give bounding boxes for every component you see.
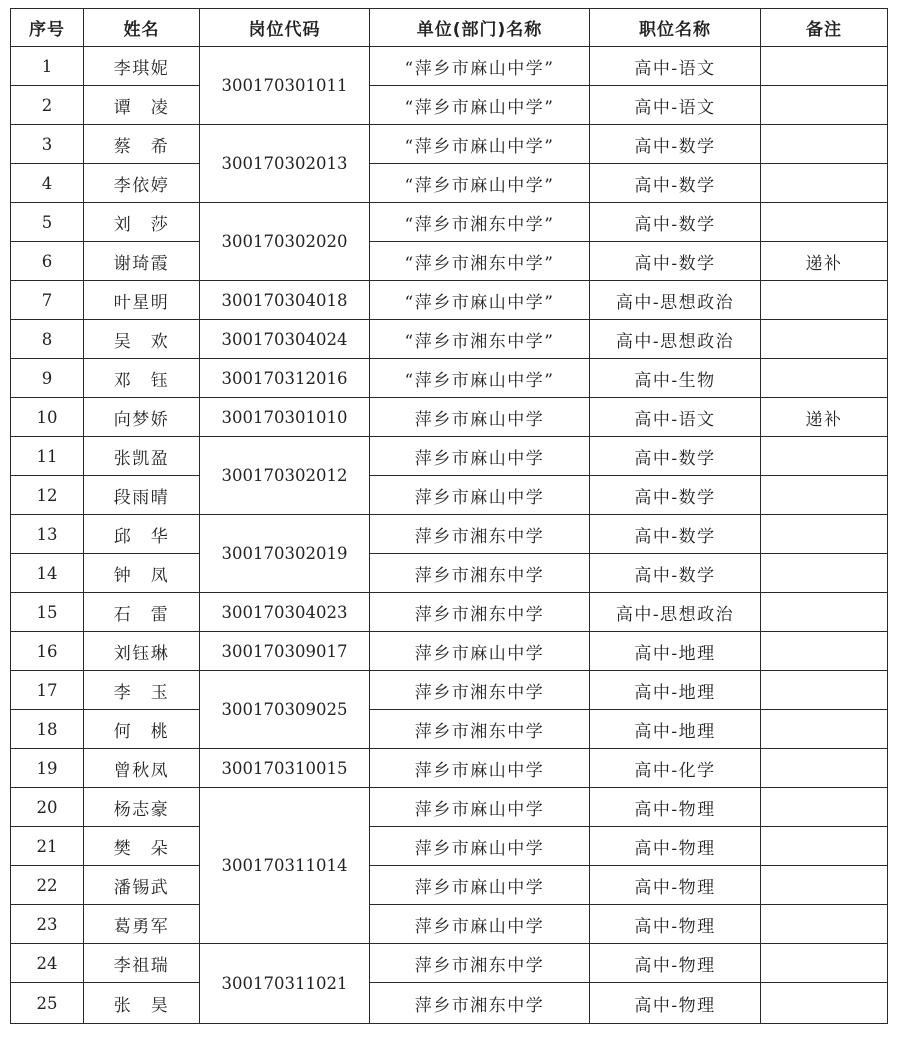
cell-index: 7 [11, 281, 84, 320]
cell-note [761, 866, 888, 905]
header-unit: 单位(部门)名称 [370, 9, 590, 47]
cell-position: 高中-数学 [590, 125, 761, 164]
table-row [11, 788, 888, 827]
cell-unit: “萍乡市麻山中学” [370, 359, 590, 398]
cell-post-code: 300170301010 [200, 398, 370, 437]
cell-name: 樊 朵 [84, 827, 200, 866]
cell-post-code: 300170302013 [200, 125, 370, 203]
cell-name: 刘钰琳 [84, 632, 200, 671]
table-row [11, 866, 888, 905]
cell-unit: 萍乡市麻山中学 [370, 437, 590, 476]
cell-post-code: 300170311021 [200, 944, 370, 1024]
cell-index: 10 [11, 398, 84, 437]
cell-name: 叶星明 [84, 281, 200, 320]
cell-unit: “萍乡市湘东中学” [370, 320, 590, 359]
cell-unit: 萍乡市麻山中学 [370, 398, 590, 437]
cell-unit: 萍乡市麻山中学 [370, 788, 590, 827]
cell-position: 高中-生物 [590, 359, 761, 398]
cell-note [761, 905, 888, 944]
cell-position: 高中-物理 [590, 827, 761, 866]
header-index: 序号 [11, 9, 84, 47]
cell-post-code: 300170311014 [200, 788, 370, 944]
cell-name: 李依婷 [84, 164, 200, 203]
cell-note [761, 203, 888, 242]
cell-index: 17 [11, 671, 84, 710]
table-row [11, 86, 888, 125]
cell-name: 曾秋凤 [84, 749, 200, 788]
cell-name: 谭 凌 [84, 86, 200, 125]
cell-name: 何 桃 [84, 710, 200, 749]
table-row [11, 710, 888, 749]
cell-note [761, 515, 888, 554]
cell-post-code: 300170304024 [200, 320, 370, 359]
cell-unit: 萍乡市湘东中学 [370, 710, 590, 749]
cell-name: 李 玉 [84, 671, 200, 710]
cell-name: 谢琦霞 [84, 242, 200, 281]
cell-unit: 萍乡市湘东中学 [370, 554, 590, 593]
cell-note [761, 788, 888, 827]
cell-note [761, 125, 888, 164]
header-post-code: 岗位代码 [200, 9, 370, 47]
cell-position: 高中-物理 [590, 788, 761, 827]
cell-position: 高中-物理 [590, 905, 761, 944]
cell-index: 25 [11, 983, 84, 1024]
table-row [11, 476, 888, 515]
cell-index: 16 [11, 632, 84, 671]
recruitment-table [10, 8, 888, 1024]
table-row [11, 593, 888, 632]
cell-unit: 萍乡市麻山中学 [370, 827, 590, 866]
table-row [11, 671, 888, 710]
cell-name: 李祖瑞 [84, 944, 200, 983]
cell-post-code: 300170301011 [200, 47, 370, 125]
cell-unit: 萍乡市麻山中学 [370, 749, 590, 788]
table-row [11, 47, 888, 86]
table-row [11, 164, 888, 203]
cell-position: 高中-物理 [590, 944, 761, 983]
cell-name: 段雨晴 [84, 476, 200, 515]
cell-note [761, 671, 888, 710]
cell-index: 8 [11, 320, 84, 359]
cell-name: 李琪妮 [84, 47, 200, 86]
cell-position: 高中-思想政治 [590, 320, 761, 359]
cell-position: 高中-语文 [590, 398, 761, 437]
cell-index: 18 [11, 710, 84, 749]
table-row [11, 749, 888, 788]
cell-position: 高中-思想政治 [590, 281, 761, 320]
cell-index: 5 [11, 203, 84, 242]
cell-note [761, 593, 888, 632]
table-body [11, 47, 888, 1024]
cell-post-code: 300170302012 [200, 437, 370, 515]
cell-unit: “萍乡市麻山中学” [370, 164, 590, 203]
cell-unit: 萍乡市湘东中学 [370, 593, 590, 632]
cell-position: 高中-语文 [590, 86, 761, 125]
cell-unit: “萍乡市麻山中学” [370, 86, 590, 125]
cell-index: 20 [11, 788, 84, 827]
cell-note [761, 983, 888, 1024]
cell-unit: “萍乡市湘东中学” [370, 203, 590, 242]
cell-note: 递补 [761, 242, 888, 281]
cell-note [761, 437, 888, 476]
cell-position: 高中-地理 [590, 671, 761, 710]
cell-index: 22 [11, 866, 84, 905]
cell-note [761, 554, 888, 593]
cell-name: 张 昊 [84, 983, 200, 1024]
table-row [11, 515, 888, 554]
table-row [11, 905, 888, 944]
cell-name: 石 雷 [84, 593, 200, 632]
cell-note [761, 47, 888, 86]
cell-position: 高中-物理 [590, 866, 761, 905]
table-row [11, 242, 888, 281]
cell-name: 吴 欢 [84, 320, 200, 359]
cell-unit: 萍乡市湘东中学 [370, 671, 590, 710]
cell-position: 高中-化学 [590, 749, 761, 788]
table-row [11, 827, 888, 866]
cell-index: 21 [11, 827, 84, 866]
cell-position: 高中-数学 [590, 437, 761, 476]
cell-note [761, 827, 888, 866]
cell-name: 蔡 希 [84, 125, 200, 164]
header-name: 姓名 [84, 9, 200, 47]
cell-index: 23 [11, 905, 84, 944]
cell-post-code: 300170312016 [200, 359, 370, 398]
cell-unit: “萍乡市湘东中学” [370, 242, 590, 281]
cell-index: 1 [11, 47, 84, 86]
cell-post-code: 300170309025 [200, 671, 370, 749]
cell-index: 24 [11, 944, 84, 983]
cell-position: 高中-数学 [590, 515, 761, 554]
table-row [11, 320, 888, 359]
cell-post-code: 300170304023 [200, 593, 370, 632]
cell-note [761, 281, 888, 320]
cell-position: 高中-地理 [590, 632, 761, 671]
header-note: 备注 [761, 9, 888, 47]
cell-name: 张凯盈 [84, 437, 200, 476]
cell-unit: 萍乡市湘东中学 [370, 944, 590, 983]
cell-position: 高中-数学 [590, 203, 761, 242]
table-row [11, 359, 888, 398]
cell-index: 9 [11, 359, 84, 398]
cell-name: 刘 莎 [84, 203, 200, 242]
table-row [11, 203, 888, 242]
cell-note [761, 164, 888, 203]
cell-note [761, 320, 888, 359]
cell-position: 高中-数学 [590, 554, 761, 593]
table-row [11, 554, 888, 593]
cell-position: 高中-数学 [590, 476, 761, 515]
cell-unit: “萍乡市麻山中学” [370, 281, 590, 320]
cell-index: 6 [11, 242, 84, 281]
cell-name: 邓 钰 [84, 359, 200, 398]
cell-index: 12 [11, 476, 84, 515]
cell-post-code: 300170309017 [200, 632, 370, 671]
cell-position: 高中-地理 [590, 710, 761, 749]
cell-unit: “萍乡市麻山中学” [370, 125, 590, 164]
cell-note [761, 86, 888, 125]
header-position: 职位名称 [590, 9, 761, 47]
cell-note [761, 632, 888, 671]
cell-unit: 萍乡市湘东中学 [370, 515, 590, 554]
cell-note [761, 944, 888, 983]
table-row [11, 398, 888, 437]
cell-index: 14 [11, 554, 84, 593]
cell-unit: 萍乡市湘东中学 [370, 983, 590, 1024]
table-row [11, 125, 888, 164]
table-row [11, 281, 888, 320]
table-row [11, 632, 888, 671]
table-row [11, 983, 888, 1024]
table-row [11, 944, 888, 983]
table-row [11, 437, 888, 476]
cell-index: 2 [11, 86, 84, 125]
cell-note: 递补 [761, 398, 888, 437]
cell-index: 15 [11, 593, 84, 632]
cell-post-code: 300170304018 [200, 281, 370, 320]
cell-position: 高中-数学 [590, 164, 761, 203]
cell-position: 高中-物理 [590, 983, 761, 1024]
cell-index: 11 [11, 437, 84, 476]
cell-name: 葛勇军 [84, 905, 200, 944]
cell-unit: 萍乡市麻山中学 [370, 905, 590, 944]
cell-name: 杨志豪 [84, 788, 200, 827]
cell-unit: 萍乡市麻山中学 [370, 866, 590, 905]
header-row [11, 9, 888, 47]
cell-position: 高中-思想政治 [590, 593, 761, 632]
cell-note [761, 359, 888, 398]
cell-name: 邱 华 [84, 515, 200, 554]
cell-post-code: 300170302020 [200, 203, 370, 281]
cell-post-code: 300170310015 [200, 749, 370, 788]
cell-position: 高中-语文 [590, 47, 761, 86]
cell-position: 高中-数学 [590, 242, 761, 281]
cell-note [761, 710, 888, 749]
cell-index: 13 [11, 515, 84, 554]
cell-post-code: 300170302019 [200, 515, 370, 593]
cell-name: 向梦娇 [84, 398, 200, 437]
cell-index: 3 [11, 125, 84, 164]
cell-note [761, 476, 888, 515]
cell-note [761, 749, 888, 788]
cell-name: 潘锡武 [84, 866, 200, 905]
cell-unit: 萍乡市麻山中学 [370, 476, 590, 515]
cell-index: 4 [11, 164, 84, 203]
cell-index: 19 [11, 749, 84, 788]
cell-unit: 萍乡市麻山中学 [370, 632, 590, 671]
cell-unit: “萍乡市麻山中学” [370, 47, 590, 86]
cell-name: 钟 凤 [84, 554, 200, 593]
